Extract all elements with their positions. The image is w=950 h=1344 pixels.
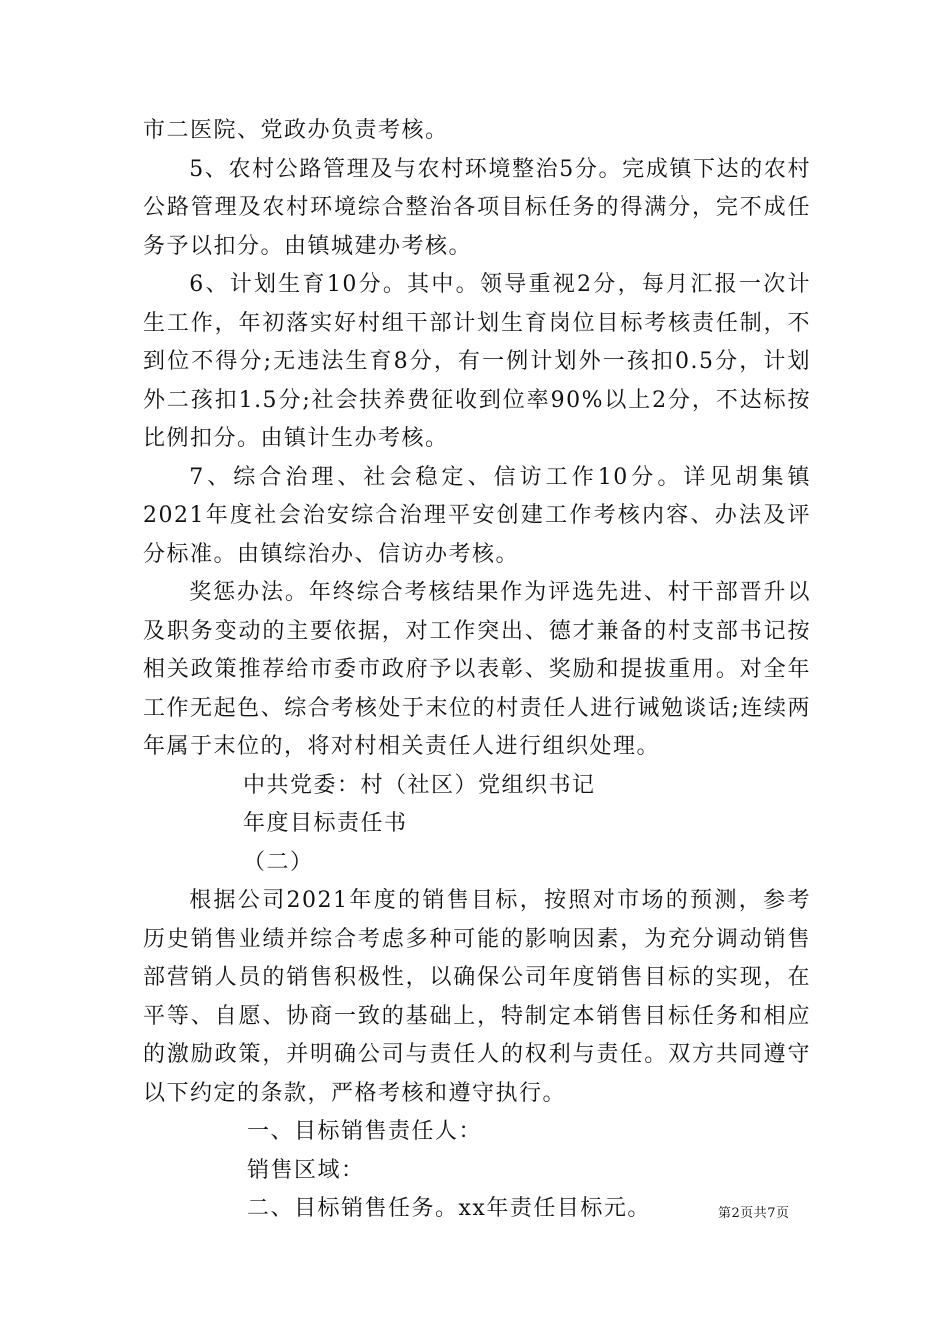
heading-responsibility-letter: 年度目标责任书 (243, 811, 408, 836)
page-number-footer: 第2页共7页 (718, 1206, 790, 1221)
paragraph-item-7-social-governance: 7、综合治理、社会稳定、信访工作10分。详见胡集镇2021年度社会治安综合治理平安创建工作考核内容、办法及评分标准。由镇综治办、信访办考核。 (143, 464, 811, 567)
paragraph-sales-region: 销售区域： (247, 1157, 365, 1183)
paragraph-item-6-family-planning: 6、计划生育10分。其中。领导重视2分，每月汇报一次计生工作，年初落实好村组干部计划生育岗位目标考核责任制，不到位不得分;无违法生育8分，有一例计划外一孩扣0.5分，计划外二孩扣1.5分;社会扶养费征收到位率90%以上2分，不达标按比例扣分。由镇计生办考核。 (143, 272, 811, 451)
paragraph-sales-target-intro: 根据公司2021年度的销售目标，按照对市场的预测，参考历史销售业绩并综合考虑多种可能的影响因素，为充分调动销售部营销人员的销售积极性，以确保公司年度销售目标的实现，在平等、自愿、协商一致的基础上，特制定本销售目标任务和相应的激励政策，并明确公司与责任人的权利与责任。双方共同遵守以下约定的条款，严格考核和遵守执行。 (143, 888, 811, 1106)
paragraph-item-5-rural-roads: 5、农村公路管理及与农村环境整治5分。完成镇下达的农村公路管理及农村环境综合整治各项目标任务的得满分，完不成任务予以扣分。由镇城建办考核。 (143, 156, 811, 259)
paragraph-hospital-assessment: 市二医院、党政办负责考核。 (143, 118, 449, 143)
paragraph-target-sales-person: 一、目标销售责任人： (247, 1119, 483, 1144)
paragraph-sales-task: 二、目标销售任务。xx年责任目标元。 (247, 1196, 651, 1221)
heading-party-committee: 中共党委：村（社区）党组织书记 (243, 772, 596, 798)
paragraph-rewards-penalties: 奖惩办法。年终综合考核结果作为评选先进、村干部晋升以及职务变动的主要依据，对工作突出、德才兼备的村支部书记按相关政策推荐给市委市政府予以表彰、奖励和提拔重用。对全年工作无起色、综合考核处于末位的村责任人进行诫勉谈话;连续两年属于末位的，将对村相关责任人进行组织处理。 (143, 580, 811, 759)
heading-section-two: （二） (243, 849, 314, 875)
document-body (143, 112, 811, 1229)
